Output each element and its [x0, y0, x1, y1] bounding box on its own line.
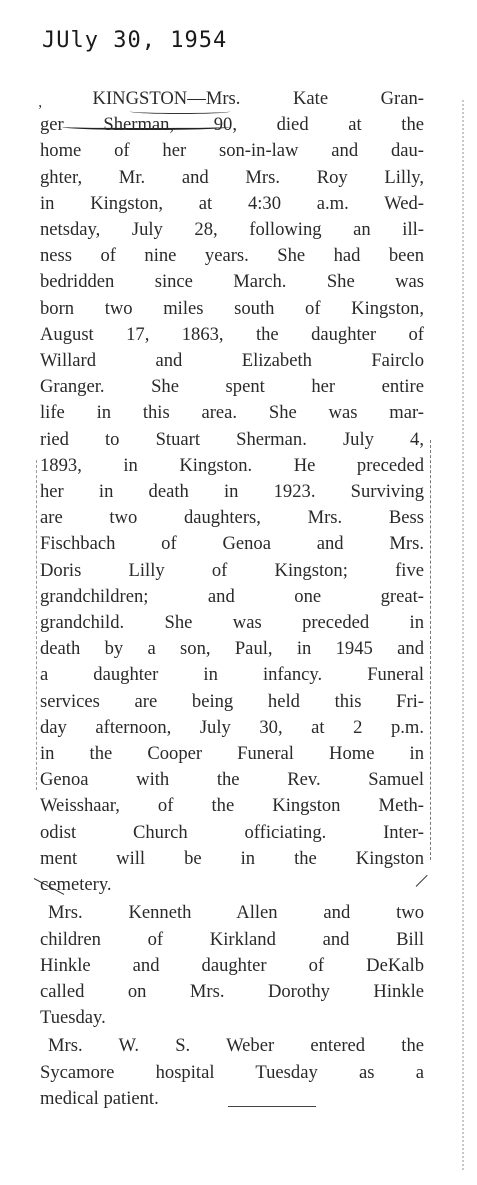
text-line: services are being held this Fri-	[40, 690, 424, 712]
text-line: Fischbach of Genoa and Mrs.	[40, 533, 424, 555]
text-line: are two daughters, Mrs. Bess	[40, 507, 424, 529]
text-line: ghter, Mr. and Mrs. Roy Lilly,	[40, 166, 424, 188]
clipping-left-edge	[36, 460, 37, 790]
text-line: cemetery.	[40, 874, 112, 896]
text-line: children of Kirkland and Bill	[40, 928, 424, 950]
text-line: medical patient.	[40, 1087, 159, 1109]
text-line: bedridden since March. She was	[40, 271, 424, 293]
text-line: her in death in 1923. Surviving	[40, 481, 424, 503]
text-line: day afternoon, July 30, at 2 p.m.	[40, 716, 424, 738]
article-end-rule	[228, 1106, 316, 1107]
handwritten-date: JUly 30, 1954	[42, 28, 228, 53]
newspaper-clipping	[40, 86, 424, 1114]
text-line: Hinkle and daughter of DeKalb	[40, 954, 424, 976]
text-line: netsday, July 28, following an ill-	[40, 219, 424, 241]
text-line: 1893, in Kingston. He preceded	[40, 454, 424, 476]
text-line: ness of nine years. She had been	[40, 245, 424, 267]
text-line: home of her son-in-law and dau-	[40, 140, 424, 162]
text-line: ried to Stuart Sherman. July 4,	[40, 428, 424, 450]
text-line: Doris Lilly of Kingston; five	[40, 559, 424, 581]
text-line: grandchildren; and one great-	[40, 585, 424, 607]
text-line: Mrs. W. S. Weber entered the	[48, 1035, 424, 1057]
text-line: August 17, 1863, the daughter of	[40, 323, 424, 345]
text-line: in the Cooper Funeral Home in	[40, 743, 424, 765]
text-line: Mrs. Kenneth Allen and two	[48, 902, 424, 924]
text-line: called on Mrs. Dorothy Hinkle	[40, 980, 424, 1002]
text-line: grandchild. She was preceded in	[40, 612, 424, 634]
scan-edge	[462, 100, 470, 1170]
text-line: death by a son, Paul, in 1945 and	[40, 638, 424, 660]
text-line: born two miles south of Kingston,	[40, 297, 424, 319]
text-line: odist Church officiating. Inter-	[40, 821, 424, 843]
text-line: ment will be in the Kingston	[40, 847, 424, 869]
text-line: in Kingston, at 4:30 a.m. Wed-	[40, 192, 424, 214]
text-line: ̦ KINGSTON—Mrs. Kate Gran-	[40, 88, 424, 109]
text-line: Tuesday.	[40, 1007, 106, 1029]
text-line: ger Sherman, 90, died at the	[40, 114, 424, 136]
hospital-paragraph	[40, 1033, 424, 1112]
text-line: life in this area. She was mar-	[40, 402, 424, 424]
text-line: a daughter in infancy. Funeral	[40, 664, 424, 686]
text-line: Genoa with the Rev. Samuel	[40, 769, 424, 791]
text-line: Granger. She spent her entire	[40, 376, 424, 398]
clipping-right-edge	[430, 440, 431, 860]
visitors-paragraph	[40, 900, 424, 1031]
text-line: Sycamore hospital Tuesday as a	[40, 1061, 424, 1083]
obituary-paragraph	[40, 86, 424, 898]
text-line: Willard and Elizabeth Fairclo	[40, 350, 424, 372]
text-line: Weisshaar, of the Kingston Meth-	[40, 795, 424, 817]
